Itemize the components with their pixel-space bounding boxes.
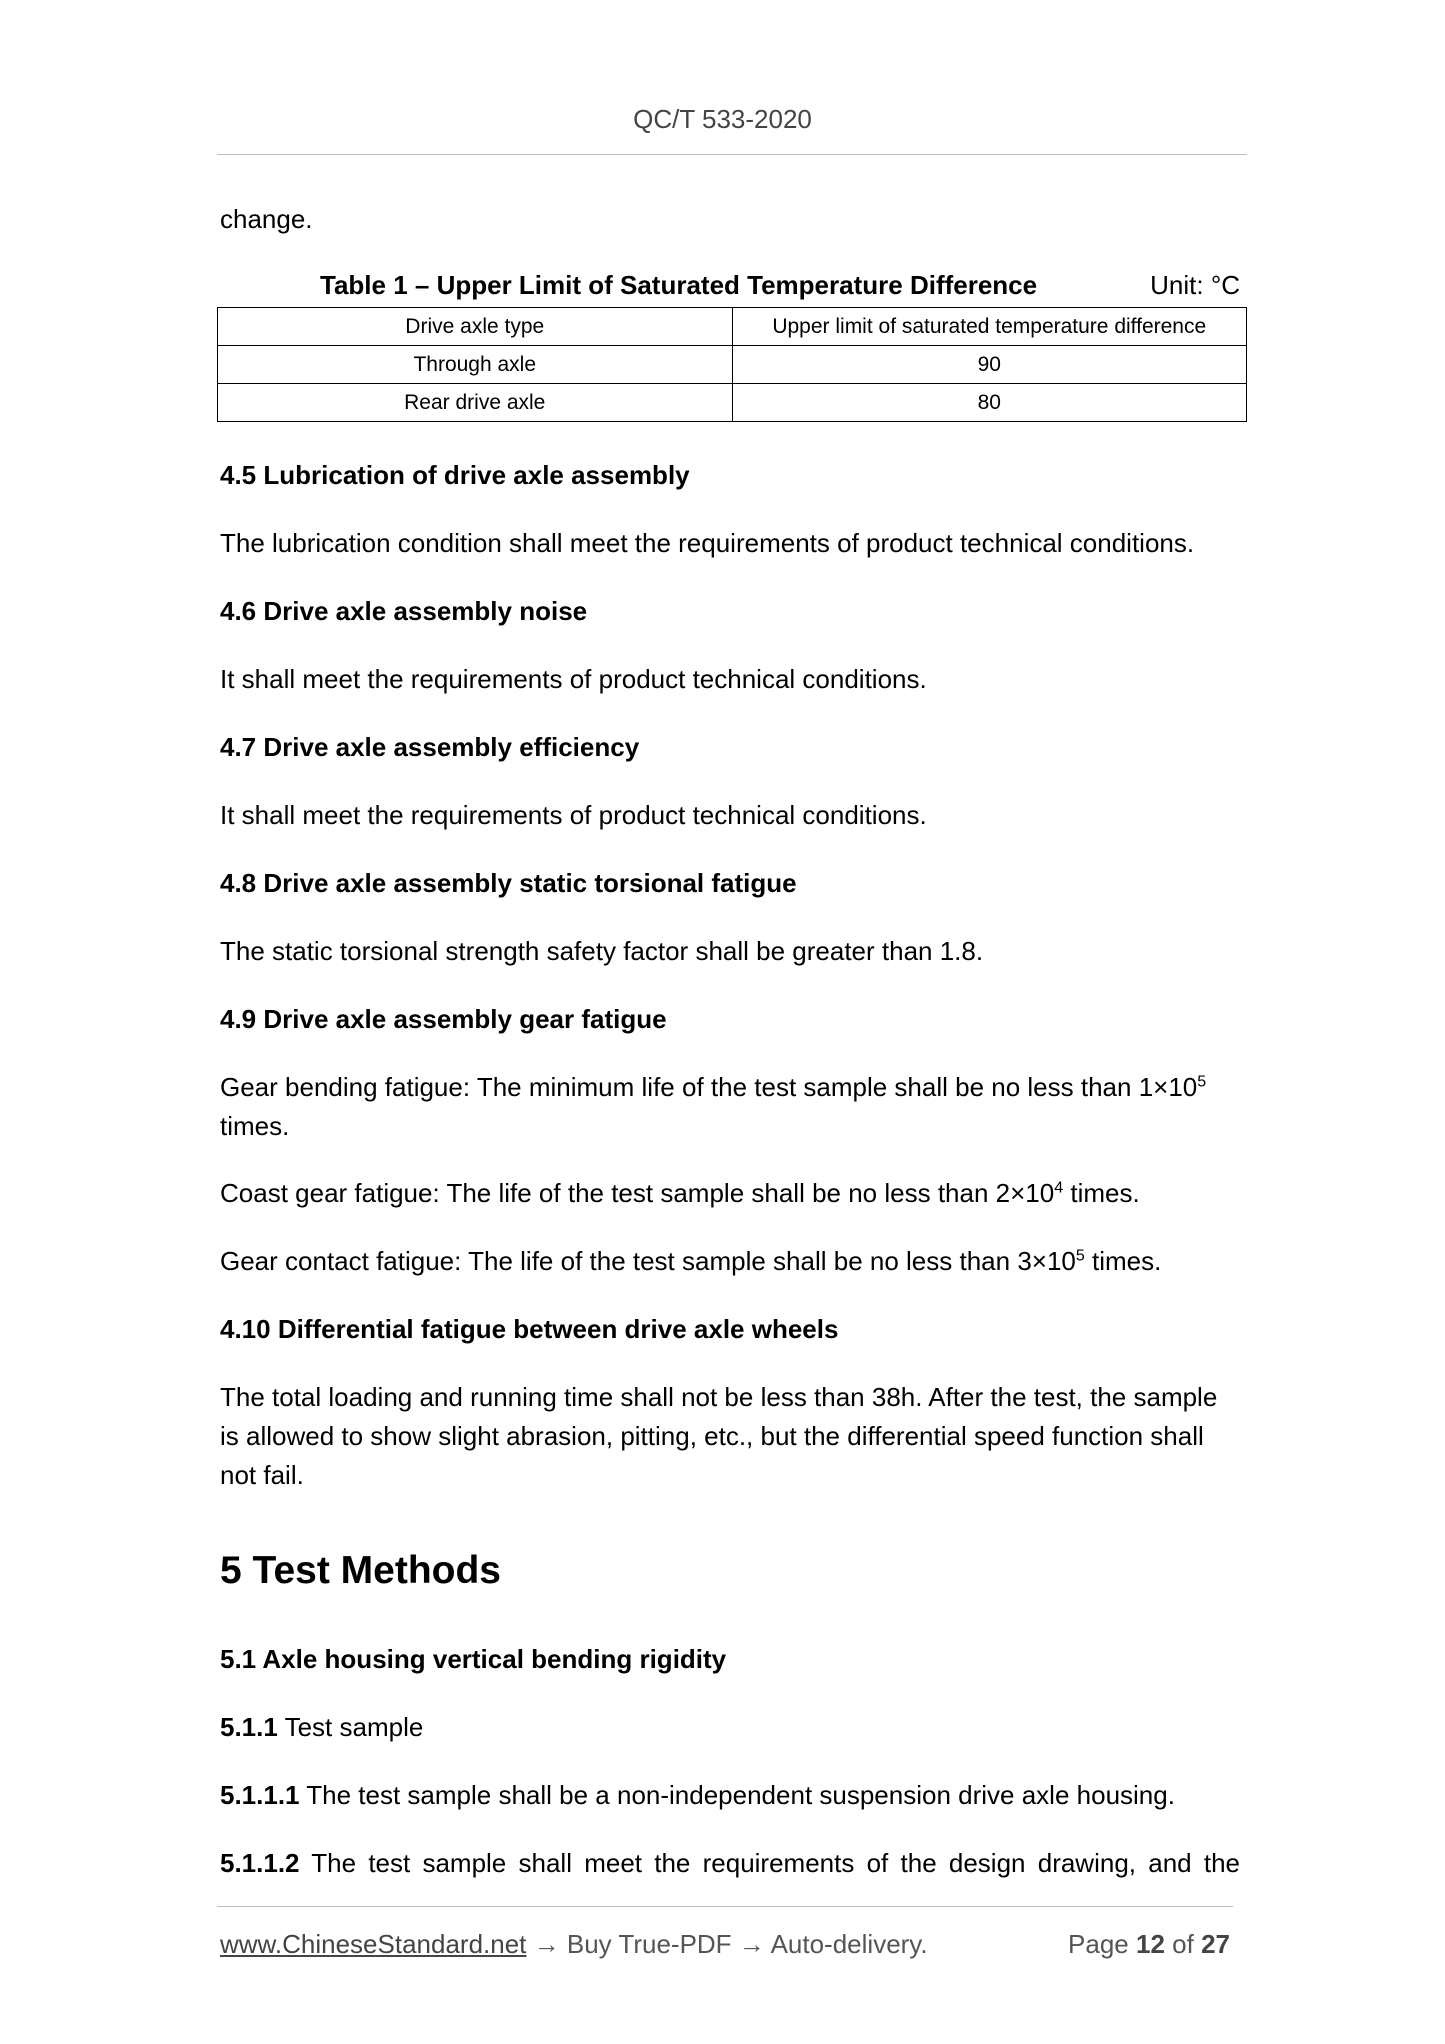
text-line: is allowed to show slight abrasion, pitting, etc., but the differential speed function shall	[220, 1421, 1204, 1451]
table-row	[218, 346, 1247, 384]
section-5-heading: 5 Test Methods	[220, 1549, 501, 1592]
header-rule	[217, 154, 1247, 155]
page-label: Page	[1068, 1929, 1129, 1959]
section-number: 5.1.1	[220, 1712, 278, 1742]
footer	[220, 1929, 1230, 1960]
table1-col-header: Drive axle type	[218, 308, 733, 346]
table1-unit: Unit: °C	[1150, 270, 1240, 300]
section-number: 5.1.1.1	[220, 1780, 300, 1810]
section-4-5-heading: 4.5 Lubrication of drive axle assembly	[220, 460, 690, 490]
footer-link[interactable]: www.ChineseStandard.net	[220, 1929, 527, 1959]
of-label: of	[1172, 1929, 1194, 1959]
section-4-10-text	[220, 1378, 1240, 1495]
section-4-6-heading: 4.6 Drive axle assembly noise	[220, 596, 588, 626]
section-4-9-coast-text	[220, 1174, 1240, 1213]
footer-rule	[217, 1906, 1233, 1907]
header-doc-id: QC/T 533-2020	[633, 104, 812, 134]
continuation-text: change.	[220, 204, 313, 234]
coast-text-b: times.	[1063, 1178, 1140, 1208]
text-line: not fail.	[220, 1460, 304, 1490]
text-line: The total loading and running time shall not be less than 38h. After the test, the sample	[220, 1382, 1218, 1412]
section-4-10-heading: 4.10 Differential fatigue between drive axle wheels	[220, 1314, 839, 1344]
section-5-1-1-2	[220, 1844, 1240, 1883]
section-4-9-heading: 4.9 Drive axle assembly gear fatigue	[220, 1004, 667, 1034]
table-cell: Rear drive axle	[218, 384, 733, 422]
section-4-6-text: It shall meet the requirements of product technical conditions.	[220, 664, 927, 694]
section-4-9-bending-text	[220, 1068, 1240, 1146]
contact-text-a: Gear contact fatigue: The life of the test sample shall be no less than 3×10	[220, 1246, 1076, 1276]
section-text: Test sample	[277, 1712, 424, 1742]
table1-col-header: Upper limit of saturated temperature difference	[732, 308, 1247, 346]
section-4-7-heading: 4.7 Drive axle assembly efficiency	[220, 732, 640, 762]
table-cell: 90	[732, 346, 1247, 384]
section-4-8-text: The static torsional strength safety factor shall be greater than 1.8.	[220, 936, 984, 966]
coast-exponent: 4	[1054, 1179, 1064, 1197]
section-4-5-text: The lubrication condition shall meet the requirements of product technical conditions.	[220, 528, 1195, 558]
section-5-1-1-1	[220, 1776, 1240, 1815]
table1	[217, 307, 1247, 422]
section-4-7-text: It shall meet the requirements of product technical conditions.	[220, 800, 927, 830]
page-number: 12	[1136, 1929, 1165, 1959]
table-cell: 80	[732, 384, 1247, 422]
section-text: The test sample shall be a non-independent suspension drive axle housing.	[299, 1780, 1175, 1810]
page-indicator	[1068, 1929, 1230, 1960]
section-5-1-1	[220, 1708, 1240, 1747]
table1-caption: Table 1 – Upper Limit of Saturated Temperature Difference	[320, 270, 1038, 300]
total-pages: 27	[1201, 1929, 1230, 1959]
section-5-1-heading: 5.1 Axle housing vertical bending rigidity	[220, 1644, 727, 1674]
coast-text-a: Coast gear fatigue: The life of the test sample shall be no less than 2×10	[220, 1178, 1055, 1208]
table-cell: Through axle	[218, 346, 733, 384]
contact-exponent: 5	[1075, 1247, 1085, 1265]
bending-text-b: times.	[220, 1111, 290, 1141]
section-4-9-contact-text	[220, 1242, 1240, 1281]
table1-caption-row	[220, 270, 1240, 304]
table-row	[218, 384, 1247, 422]
section-4-8-heading: 4.8 Drive axle assembly static torsional fatigue	[220, 868, 797, 898]
table1-header-row	[218, 308, 1247, 346]
bending-text-a: Gear bending fatigue: The minimum life of the test sample shall be no less than 1×10	[220, 1072, 1198, 1102]
section-text: The test sample shall meet the requirements of the design drawing, and the	[299, 1848, 1240, 1878]
contact-text-b: times.	[1084, 1246, 1162, 1276]
section-number: 5.1.1.2	[220, 1848, 300, 1878]
footer-promo: → Buy True-PDF → Auto-delivery.	[526, 1929, 928, 1959]
bending-exponent: 5	[1197, 1073, 1207, 1091]
